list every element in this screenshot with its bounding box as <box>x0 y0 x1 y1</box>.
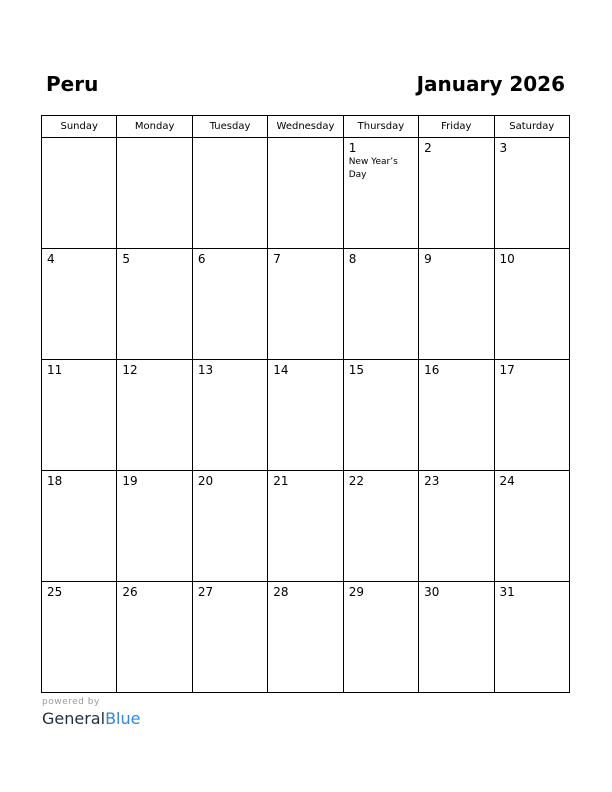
weekday-monday: Monday <box>117 116 192 138</box>
powered-by-text: powered by <box>42 697 100 707</box>
day-number: 5 <box>122 252 131 266</box>
day-number: 15 <box>348 363 364 377</box>
week-row <box>42 138 570 249</box>
weekday-thursday: Thursday <box>343 116 418 138</box>
day-number: 28 <box>273 585 289 599</box>
weekday-tuesday: Tuesday <box>192 116 267 138</box>
day-number: 2 <box>424 141 432 155</box>
generalblue-logo <box>42 709 140 729</box>
day-cell <box>268 471 343 582</box>
day-number: 8 <box>348 252 357 266</box>
day-number: 11 <box>47 363 63 377</box>
day-number: 9 <box>424 252 432 266</box>
day-cell <box>494 138 569 249</box>
day-number: 29 <box>348 585 364 599</box>
day-number: 27 <box>197 585 214 599</box>
day-cell <box>192 249 267 360</box>
day-number: 23 <box>424 474 440 488</box>
day-cell <box>42 360 117 471</box>
day-number: 13 <box>197 363 214 377</box>
day-number: 7 <box>273 252 281 266</box>
weekday-wednesday: Wednesday <box>268 116 343 138</box>
day-cell <box>494 360 569 471</box>
day-number: 3 <box>499 141 508 155</box>
weekday-saturday: Saturday <box>494 116 569 138</box>
day-cell <box>192 582 267 693</box>
day-cell <box>419 471 494 582</box>
day-cell <box>343 360 418 471</box>
month-title: January 2026 <box>416 72 565 96</box>
day-cell <box>494 249 569 360</box>
brand-blue-text: Blue <box>105 709 141 728</box>
day-number: 30 <box>424 585 440 599</box>
day-number: 4 <box>47 252 55 266</box>
day-cell <box>42 249 117 360</box>
day-number: 16 <box>424 363 440 377</box>
weekday-sunday: Sunday <box>42 116 117 138</box>
day-cell <box>268 249 343 360</box>
day-cell <box>343 249 418 360</box>
day-number: 6 <box>197 252 206 266</box>
day-cell <box>494 471 569 582</box>
calendar-grid <box>41 115 570 693</box>
day-number: 10 <box>499 252 515 266</box>
day-cell <box>419 360 494 471</box>
day-number: 17 <box>499 363 515 377</box>
day-cell <box>117 360 192 471</box>
day-cell <box>419 138 494 249</box>
day-number: 24 <box>499 474 515 488</box>
week-row <box>42 582 570 693</box>
calendar-body <box>42 138 570 693</box>
day-cell <box>419 582 494 693</box>
day-cell <box>268 582 343 693</box>
holiday-label: New Year’s Day <box>348 157 398 180</box>
day-cell <box>343 471 418 582</box>
day-cell <box>494 582 569 693</box>
day-cell <box>192 360 267 471</box>
footer-branding <box>42 697 140 729</box>
day-cell <box>117 582 192 693</box>
week-row <box>42 360 570 471</box>
day-cell <box>268 138 343 249</box>
weekday-header-row <box>42 116 570 138</box>
day-cell <box>192 471 267 582</box>
day-number: 25 <box>47 585 63 599</box>
day-cell <box>42 471 117 582</box>
day-number: 18 <box>47 474 63 488</box>
day-number: 20 <box>197 474 214 488</box>
day-number: 22 <box>348 474 364 488</box>
day-cell <box>419 249 494 360</box>
day-number: 19 <box>122 474 138 488</box>
day-cell <box>343 582 418 693</box>
day-number: 21 <box>273 474 289 488</box>
day-cell <box>117 138 192 249</box>
week-row <box>42 249 570 360</box>
day-cell <box>117 249 192 360</box>
day-number: 26 <box>122 585 138 599</box>
week-row <box>42 471 570 582</box>
country-title: Peru <box>46 72 99 96</box>
day-cell <box>192 138 267 249</box>
day-number: 31 <box>499 585 515 599</box>
day-cell <box>268 360 343 471</box>
day-cell <box>42 582 117 693</box>
day-number: 1 <box>348 141 357 155</box>
day-number: 14 <box>273 363 289 377</box>
weekday-friday: Friday <box>419 116 494 138</box>
day-cell <box>42 138 117 249</box>
brand-general-text: General <box>42 709 106 728</box>
day-number: 12 <box>122 363 138 377</box>
day-cell <box>117 471 192 582</box>
day-cell <box>343 138 418 249</box>
